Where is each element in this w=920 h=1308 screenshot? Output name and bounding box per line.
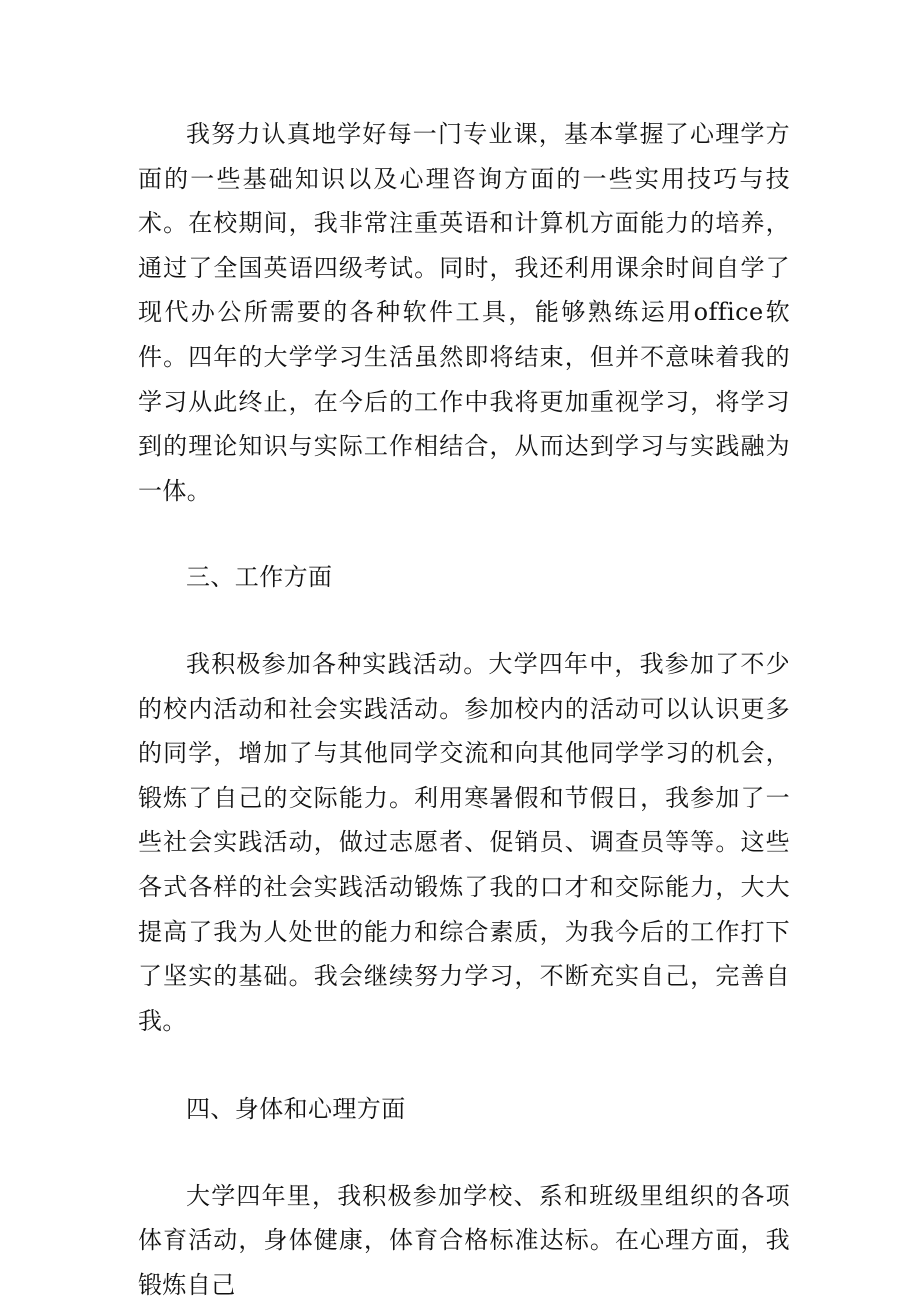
paragraph-gap (138, 600, 790, 642)
paragraph-gap (138, 513, 790, 555)
heading-work: 三、工作方面 (186, 563, 333, 592)
paragraph-health: 大学四年里，我积极参加学校、系和班级里组织的各项体育活动，身体健康，体育合格标准达标。在心理方面，我锻炼自己 (138, 1181, 790, 1300)
paragraph-gap (138, 1132, 790, 1174)
paragraph-study: 我努力认真地学好每一门专业课，基本掌握了心理学方面的一些基础知识以及心理咨询方面的一些实用技巧与技术。在校期间，我非常注重英语和计算机方面能力的培养，通过了全国英语四级考试。同时，我还利用课余时间自学了现代办公所需要的各种软件工具，能够熟练运用office软件。四年的大学学习生活虽然即将结束，但并不意味着我的学习从此终止，在今后的工作中我将更加重视学习，将学习到的理论知识与实际工作相结合，从而达到学习与实践融为一体。 (138, 120, 790, 505)
paragraph-gap (138, 1043, 790, 1087)
document-page (138, 112, 790, 1308)
paragraph-work: 我积极参加各种实践活动。大学四年中，我参加了不少的校内活动和社会实践活动。参加校内的活动可以认识更多的同学，增加了与其他同学交流和向其他同学学习的机会，锻炼了自己的交际能力。利用寒暑假和节假日，我参加了一些社会实践活动，做过志愿者、促销员、调查员等等。这些各式各样的社会实践活动锻炼了我的口才和交际能力，大大提高了我为人处世的能力和综合素质，为我今后的工作打下了坚实的基础。我会继续努力学习，不断充实自己，完善自我。 (138, 649, 790, 1035)
heading-health: 四、身体和心理方面 (186, 1095, 406, 1124)
